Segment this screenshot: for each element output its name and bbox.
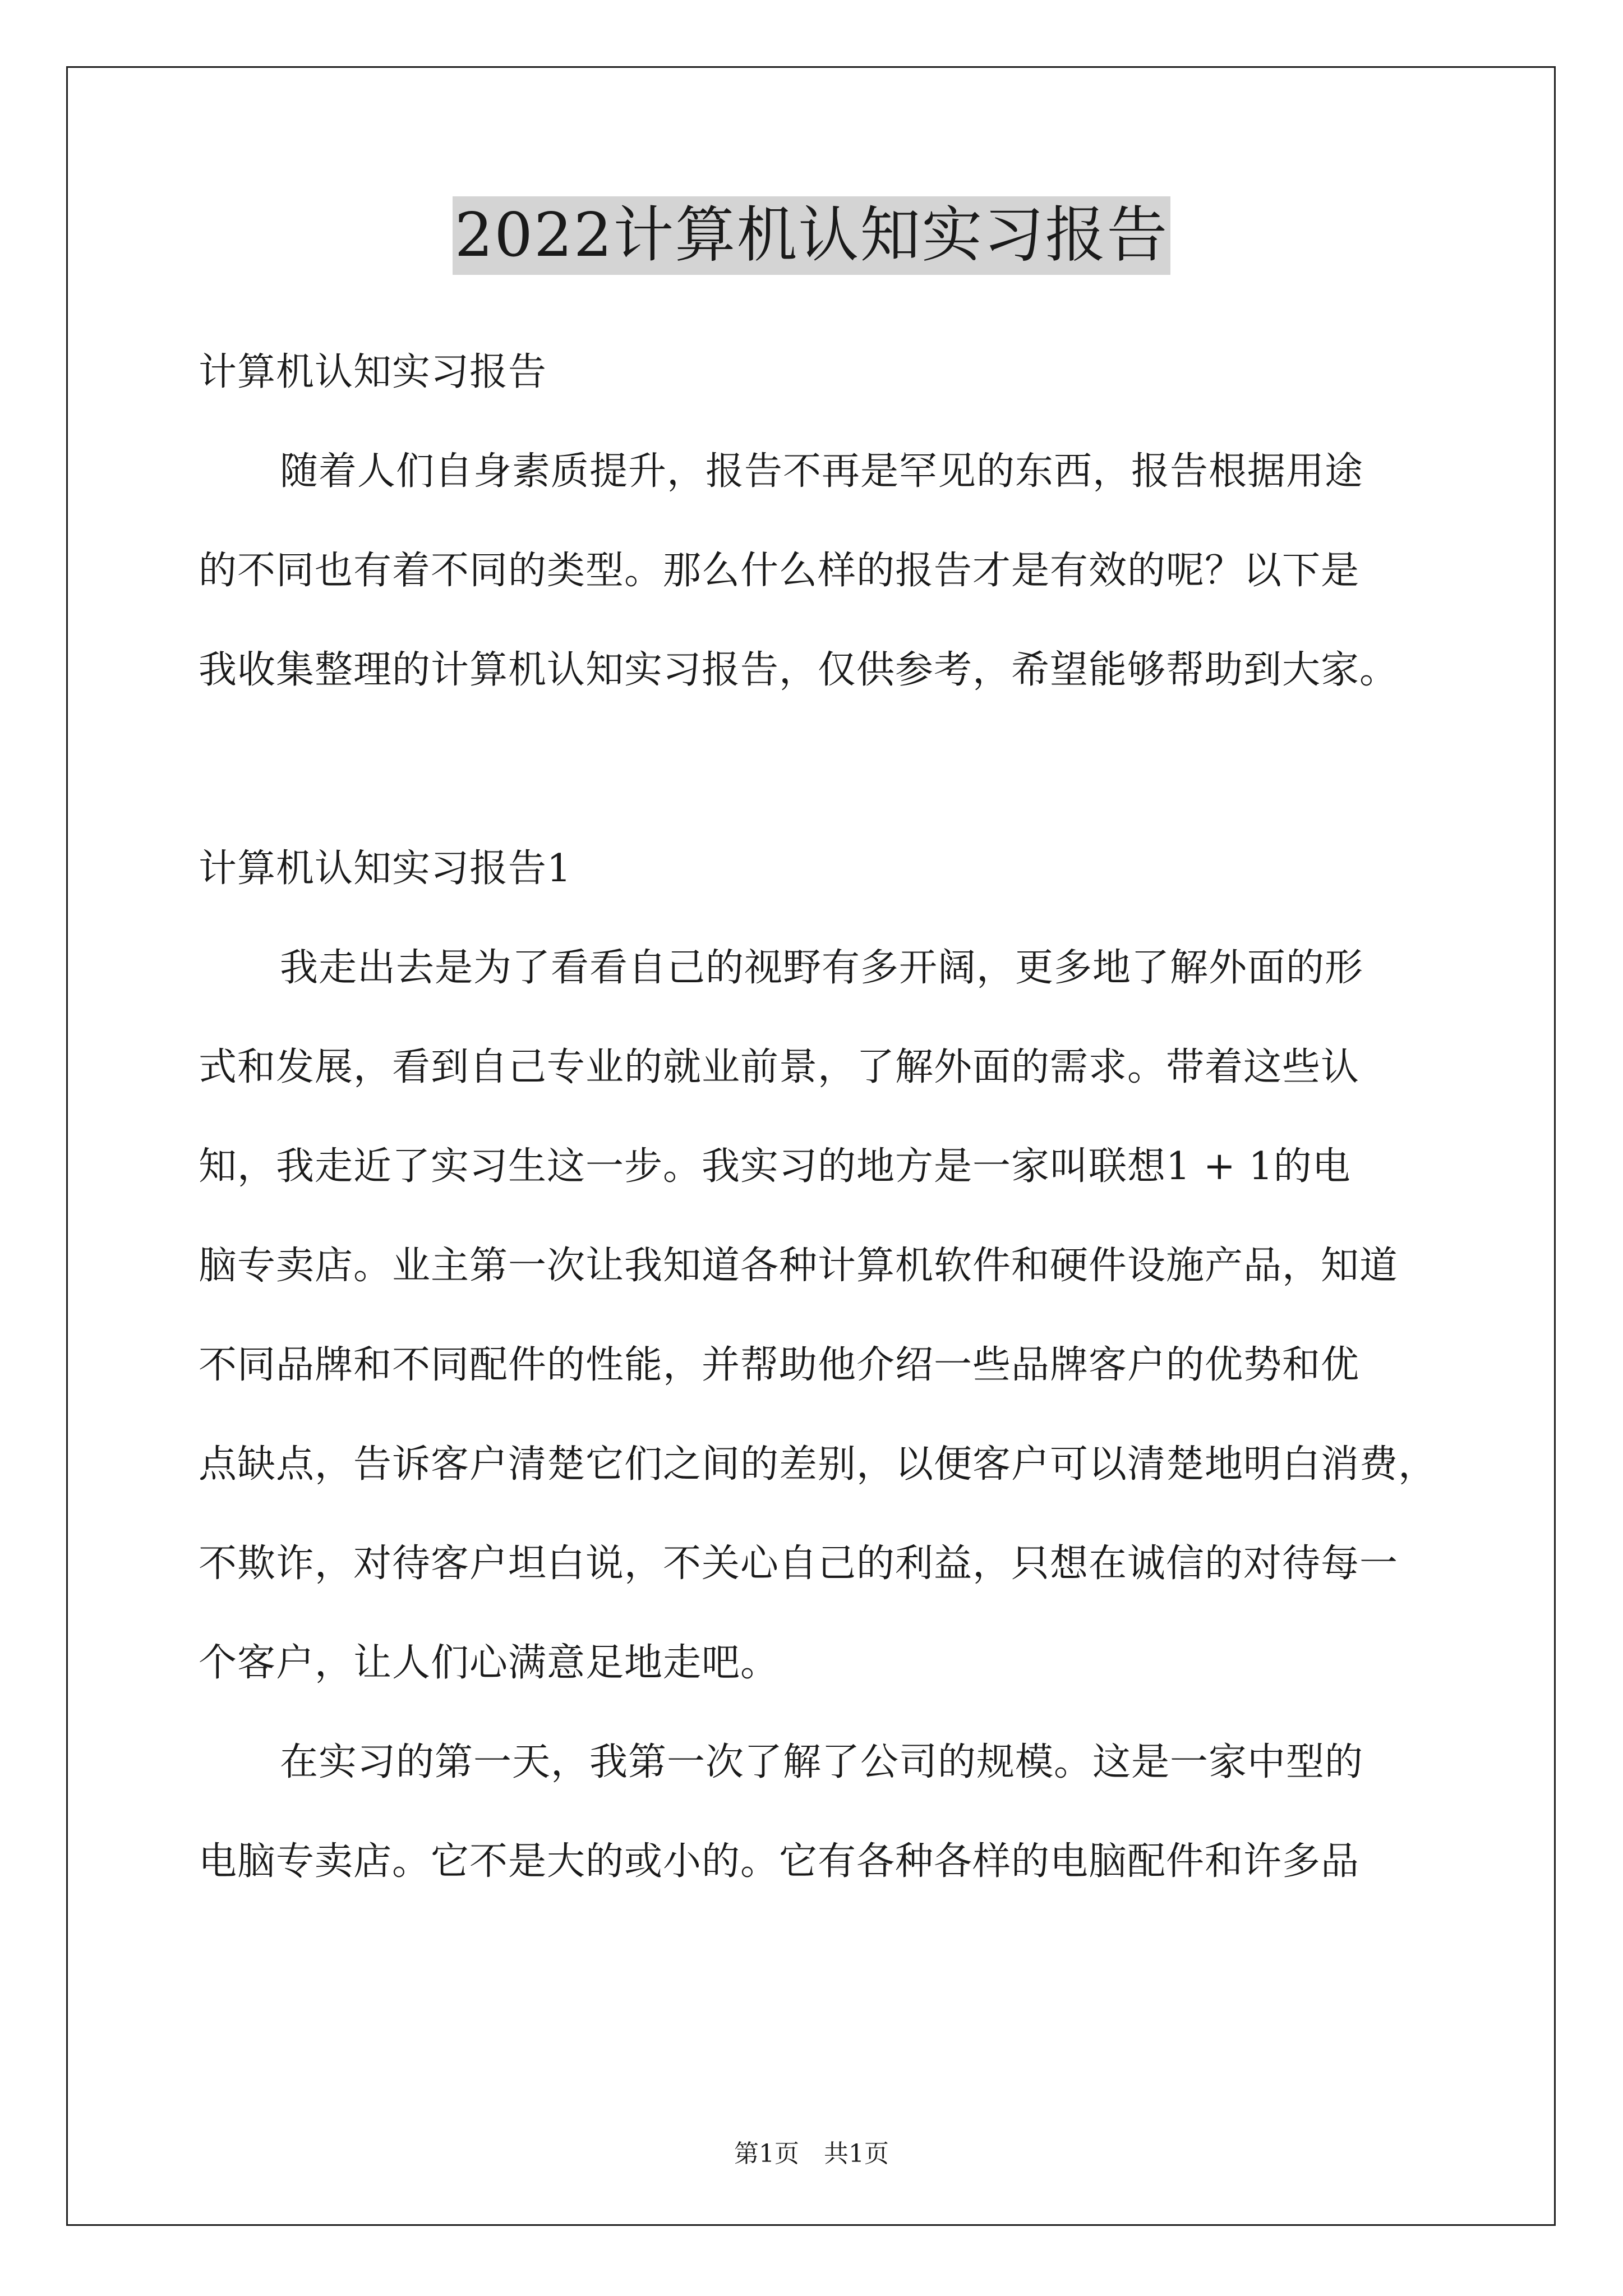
intro-line: 我收集整理的计算机认知实习报告，仅供参考，希望能够帮助到大家。 (199, 648, 1399, 692)
title-container (0, 196, 1623, 275)
document-subtitle: 计算机认知实习报告 (199, 350, 547, 394)
document-body (199, 323, 1435, 1911)
paragraph-line: 不欺诈，对待客户坦白说，不关心自己的利益，只想在诚信的对待每一 (199, 1542, 1399, 1586)
section-heading: 计算机认知实习报告1 (199, 846, 572, 891)
paragraph-line: 个客户，让人们心满意足地走吧。 (199, 1641, 780, 1685)
paragraph-line: 脑专卖店。业主第一次让我知道各种计算机软件和硬件设施产品，知道 (199, 1244, 1399, 1288)
intro-line: 的不同也有着不同的类型。那么什么样的报告才是有效的呢？以下是 (199, 549, 1360, 593)
document-title: 2022计算机认知实习报告 (453, 196, 1171, 275)
intro-line: 随着人们自身素质提升，报告不再是罕见的东西，报告根据用途 (280, 449, 1364, 494)
paragraph-line: 知，我走近了实习生这一步。我实习的地方是一家叫联想1 + 1的电 (199, 1144, 1351, 1189)
blank-line (199, 720, 1435, 819)
paragraph-line: 电脑专卖店。它不是大的或小的。它有各种各样的电脑配件和许多品 (199, 1839, 1360, 1884)
paragraph-line: 点缺点，告诉客户清楚它们之间的差别，以便客户可以清楚地明白消费， (199, 1442, 1437, 1487)
paragraph-line: 在实习的第一天，我第一次了解了公司的规模。这是一家中型的 (280, 1740, 1364, 1784)
paragraph-line: 不同品牌和不同配件的性能，并帮助他介绍一些品牌客户的优势和优 (199, 1343, 1360, 1387)
page-footer: 第1页 共1页 (734, 2139, 889, 2168)
paragraph-line: 式和发展，看到自己专业的就业前景，了解外面的需求。带着这些认 (199, 1045, 1360, 1089)
paragraph-line: 我走出去是为了看看自己的视野有多开阔，更多地了解外面的形 (280, 946, 1364, 990)
